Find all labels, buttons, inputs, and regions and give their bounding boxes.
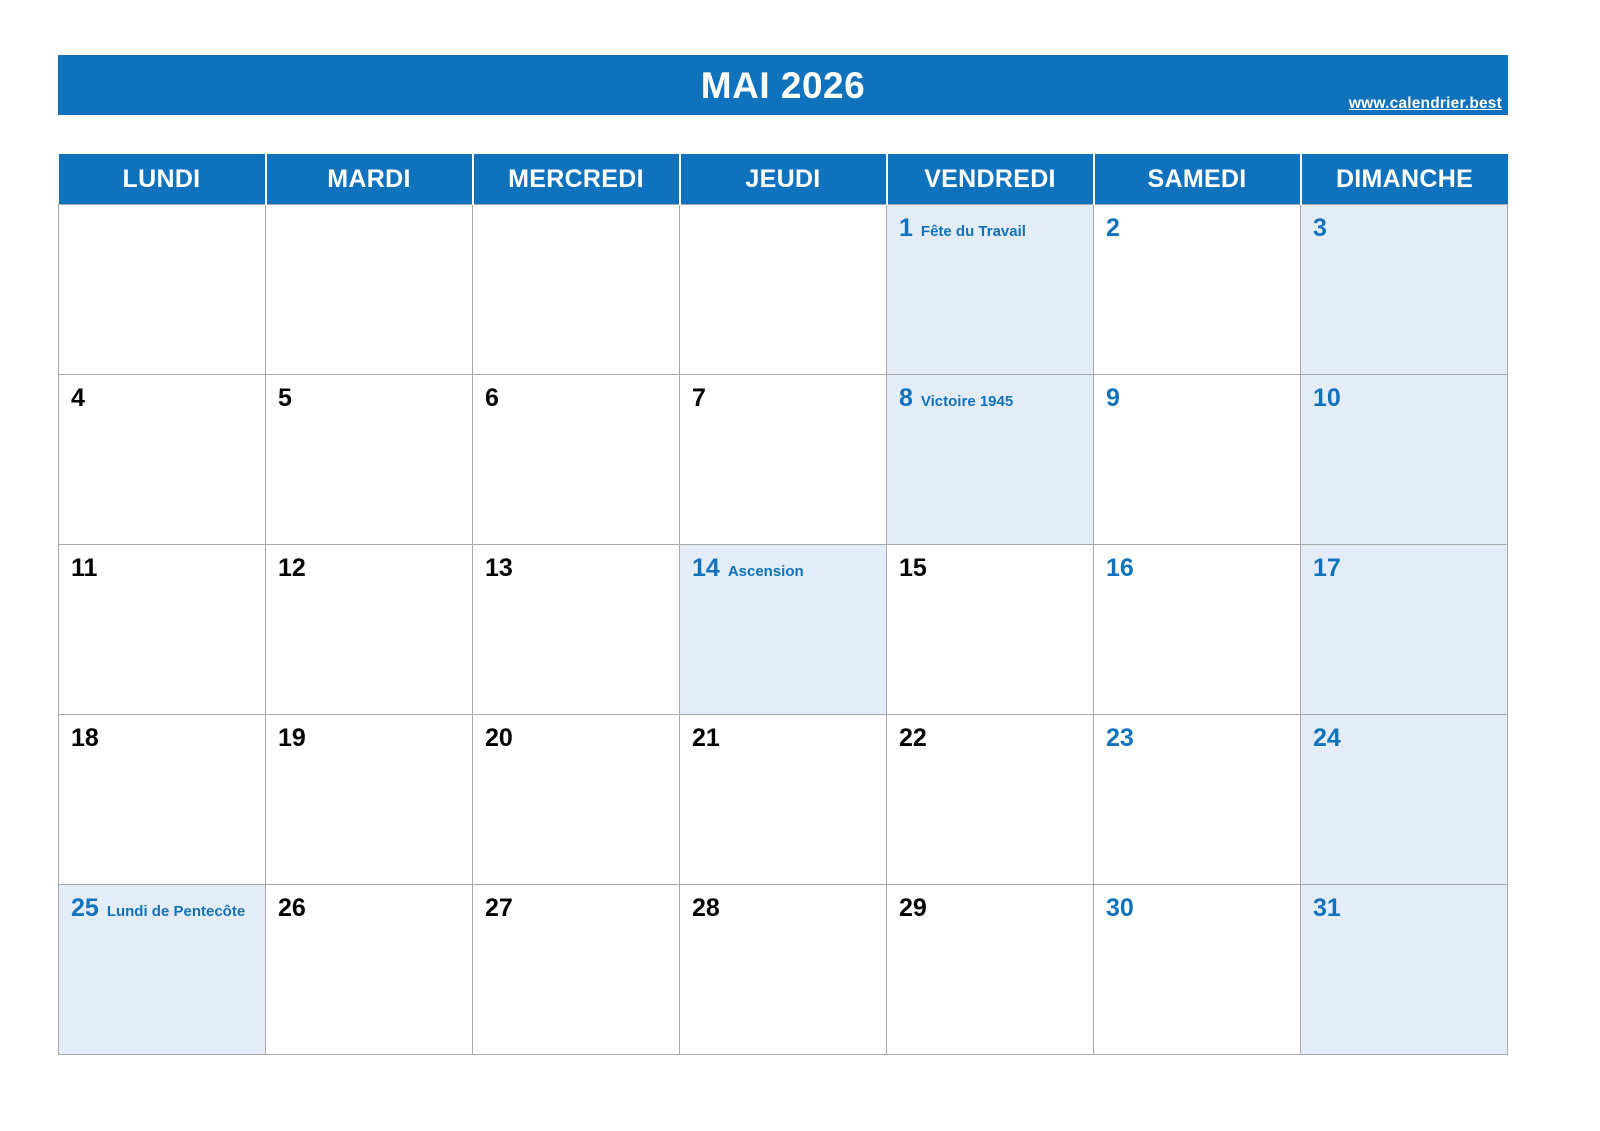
day-cell-content <box>266 205 472 216</box>
calendar-day-cell[interactable] <box>473 715 680 885</box>
day-cell-content <box>1094 205 1300 241</box>
calendar-day-cell[interactable] <box>59 715 266 885</box>
day-number: 31 <box>1313 894 1341 922</box>
calendar-week-row <box>59 375 1508 545</box>
day-number: 1 <box>899 214 913 242</box>
day-number: 8 <box>899 384 913 412</box>
day-number: 2 <box>1106 214 1120 242</box>
day-number: 17 <box>1313 554 1341 582</box>
calendar-day-cell[interactable] <box>1301 375 1508 545</box>
calendar-empty-cell <box>266 205 473 375</box>
calendar-week-row <box>59 205 1508 375</box>
holiday-label: Victoire 1945 <box>920 393 1014 410</box>
weekday-header-dimanche: DIMANCHE <box>1301 154 1508 205</box>
day-cell-content <box>473 715 679 751</box>
day-cell-content <box>887 545 1093 581</box>
day-cell-content <box>680 885 886 921</box>
day-cell-content <box>1301 205 1507 241</box>
day-number: 10 <box>1313 384 1341 412</box>
day-number: 9 <box>1106 384 1120 412</box>
day-number: 12 <box>278 554 306 582</box>
page-title: MAI 2026 <box>700 64 866 106</box>
day-number: 6 <box>485 384 499 412</box>
calendar-title-bar <box>58 55 1508 115</box>
weekday-header-samedi: SAMEDI <box>1094 154 1301 205</box>
day-number: 11 <box>71 554 98 582</box>
day-number: 29 <box>899 894 927 922</box>
calendar-day-cell[interactable] <box>59 375 266 545</box>
calendar-table <box>58 154 1508 1055</box>
day-cell-content <box>1094 375 1300 411</box>
calendar-day-cell[interactable] <box>887 545 1094 715</box>
day-cell-content <box>1094 715 1300 751</box>
calendar-body <box>59 205 1508 1055</box>
day-number: 22 <box>899 724 927 752</box>
weekday-header-jeudi: JEUDI <box>680 154 887 205</box>
day-number: 18 <box>71 724 99 752</box>
day-cell-content <box>887 885 1093 921</box>
day-number: 14 <box>692 554 720 582</box>
calendar-day-cell[interactable] <box>473 545 680 715</box>
calendar-week-row <box>59 885 1508 1055</box>
day-cell-content <box>1094 545 1300 581</box>
day-number: 5 <box>278 384 292 412</box>
day-number: 7 <box>692 384 706 412</box>
holiday-label: Ascension <box>727 563 804 580</box>
day-cell-content <box>680 375 886 411</box>
calendar-day-cell[interactable] <box>1094 375 1301 545</box>
day-cell-content <box>266 375 472 411</box>
day-number: 28 <box>692 894 720 922</box>
calendar-day-cell[interactable] <box>1094 545 1301 715</box>
weekday-header-vendredi: VENDREDI <box>887 154 1094 205</box>
day-number: 19 <box>278 724 306 752</box>
holiday-label: Fête du Travail <box>920 223 1026 240</box>
day-cell-content <box>887 375 1093 411</box>
day-cell-content <box>680 545 886 581</box>
calendar-day-cell[interactable] <box>887 885 1094 1055</box>
calendar-empty-cell <box>59 205 266 375</box>
calendar-day-cell[interactable] <box>1094 885 1301 1055</box>
day-number: 21 <box>692 724 720 752</box>
calendar-day-cell[interactable] <box>887 375 1094 545</box>
day-cell-content <box>473 545 679 581</box>
calendar-empty-cell <box>473 205 680 375</box>
day-cell-content <box>680 205 886 216</box>
calendar-week-row <box>59 715 1508 885</box>
day-number: 25 <box>71 894 99 922</box>
day-number: 13 <box>485 554 513 582</box>
day-number: 27 <box>485 894 513 922</box>
day-cell-content <box>59 375 265 411</box>
day-cell-content <box>59 205 265 216</box>
calendar-day-cell[interactable] <box>473 885 680 1055</box>
day-cell-content <box>266 885 472 921</box>
calendar-day-cell[interactable] <box>59 885 266 1055</box>
calendar-day-cell[interactable] <box>1094 205 1301 375</box>
day-number: 26 <box>278 894 306 922</box>
calendar-day-cell[interactable] <box>266 545 473 715</box>
calendar-header-row <box>59 154 1508 205</box>
day-number: 16 <box>1106 554 1134 582</box>
calendar-day-cell[interactable] <box>680 715 887 885</box>
day-cell-content <box>473 375 679 411</box>
calendar-day-cell[interactable] <box>266 715 473 885</box>
calendar-day-cell[interactable] <box>887 205 1094 375</box>
calendar-day-cell[interactable] <box>1301 545 1508 715</box>
calendar-day-cell[interactable] <box>266 375 473 545</box>
day-cell-content <box>59 545 265 581</box>
calendar-day-cell[interactable] <box>1301 885 1508 1055</box>
day-cell-content <box>887 205 1093 241</box>
day-cell-content <box>473 885 679 921</box>
calendar-day-cell[interactable] <box>887 715 1094 885</box>
day-number: 15 <box>899 554 927 582</box>
calendar-day-cell[interactable] <box>680 545 887 715</box>
calendar-day-cell[interactable] <box>1094 715 1301 885</box>
calendar-day-cell[interactable] <box>680 885 887 1055</box>
calendar-day-cell[interactable] <box>1301 715 1508 885</box>
day-number: 23 <box>1106 724 1134 752</box>
calendar-day-cell[interactable] <box>1301 205 1508 375</box>
weekday-header-mardi: MARDI <box>266 154 473 205</box>
day-cell-content <box>887 715 1093 751</box>
calendar-day-cell[interactable] <box>266 885 473 1055</box>
day-cell-content <box>266 715 472 751</box>
day-number: 3 <box>1313 214 1327 242</box>
day-cell-content <box>1301 375 1507 411</box>
day-number: 20 <box>485 724 513 752</box>
calendar-week-row <box>59 545 1508 715</box>
website-link[interactable]: www.calendrier.best <box>1348 95 1502 112</box>
day-cell-content <box>59 885 265 921</box>
day-cell-content <box>266 545 472 581</box>
calendar-empty-cell <box>680 205 887 375</box>
calendar-day-cell[interactable] <box>473 375 680 545</box>
day-cell-content <box>59 715 265 751</box>
calendar-day-cell[interactable] <box>59 545 266 715</box>
day-number: 24 <box>1313 724 1341 752</box>
weekday-header-lundi: LUNDI <box>59 154 266 205</box>
day-cell-content <box>473 205 679 216</box>
day-cell-content <box>1301 545 1507 581</box>
day-cell-content <box>1094 885 1300 921</box>
holiday-label: Lundi de Pentecôte <box>106 903 246 920</box>
weekday-header-mercredi: MERCREDI <box>473 154 680 205</box>
day-cell-content <box>1301 715 1507 751</box>
day-cell-content <box>1301 885 1507 921</box>
day-cell-content <box>680 715 886 751</box>
day-number: 30 <box>1106 894 1134 922</box>
day-number: 4 <box>71 384 85 412</box>
calendar-day-cell[interactable] <box>680 375 887 545</box>
